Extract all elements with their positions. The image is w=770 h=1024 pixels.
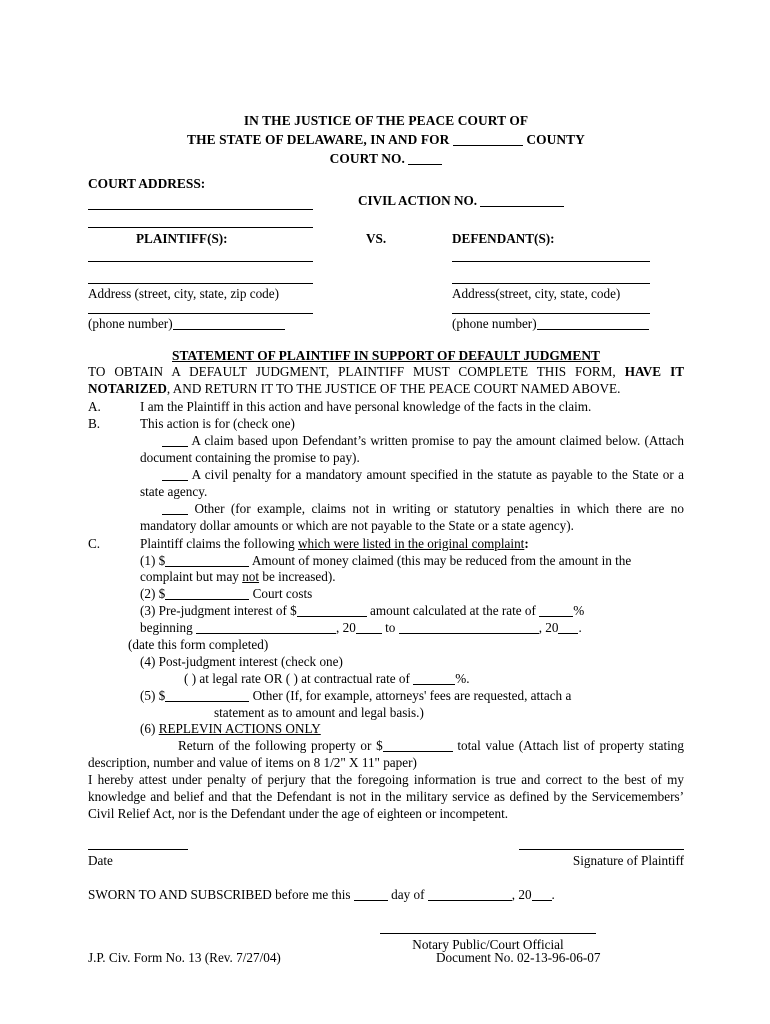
section-c-item-6-text-b: total value (Attach list of property stating description, number and value of items on 8 1/2" X 11" paper) — [88, 738, 684, 771]
section-c-item-3-to: to — [381, 620, 399, 636]
section-c-item-6-number: (6) — [140, 721, 159, 737]
section-c-lead-underlined: which were listed in the original complaint — [298, 535, 525, 551]
section-c-lead — [140, 536, 684, 553]
section-c-item-3-prefix: (3) Pre-judgment interest of $ — [140, 603, 297, 619]
court-address-label: COURT ADDRESS: — [88, 176, 206, 192]
court-title-line-1: IN THE JUSTICE OF THE PEACE COURT OF — [243, 113, 529, 128]
sworn-statement — [88, 887, 555, 904]
section-c-mark: C. — [88, 535, 101, 551]
section-b-text: This action is for (check one) — [140, 416, 295, 432]
section-c-item-3-begin-date-blank[interactable] — [196, 633, 336, 634]
section-b-option-1 — [140, 433, 684, 467]
section-c-item-5-continued: statement as to amount and legal basis.) — [214, 704, 424, 720]
section-a-mark: A. — [88, 398, 101, 414]
section-b-option-2 — [140, 467, 684, 501]
section-c-item-3-beginning-label: beginning — [140, 620, 197, 636]
signature-rule[interactable] — [519, 849, 684, 850]
section-c-item-4-percent: %. — [455, 670, 470, 686]
section-a — [88, 399, 684, 416]
section-c-item-2-number: (2) $ — [140, 586, 166, 602]
section-b-checkbox-3[interactable] — [162, 514, 188, 515]
sworn-text-a: SWORN TO AND SUBSCRIBED before me this — [88, 886, 354, 902]
section-c-item-1 — [140, 553, 684, 587]
sworn-month-blank[interactable] — [428, 900, 512, 901]
signature-label: Signature of Plaintiff — [572, 852, 684, 868]
section-c-item-3-dates — [140, 620, 684, 637]
date-rule[interactable] — [88, 849, 188, 850]
section-c-item-5-text: Other (If, for example, attorneys' fees are requested, attach a — [249, 687, 572, 703]
statement-title: STATEMENT OF PLAINTIFF IN SUPPORT OF DEFAULT JUDGMENT — [172, 347, 600, 363]
plaintiff-name-rule[interactable] — [88, 261, 313, 262]
plaintiff-phone-label: (phone number) — [88, 315, 173, 331]
section-c-item-3-amount-blank[interactable] — [297, 616, 367, 617]
notary-label: Notary Public/Court Official — [412, 936, 564, 952]
section-c-item-1-underlined-not: not — [242, 569, 260, 585]
civil-action-number-group — [358, 193, 564, 210]
sworn-text-d: . — [551, 886, 555, 902]
section-c-item-4-rate-options: ( ) at legal rate OR ( ) at contractual rate of — [184, 670, 414, 686]
intro-bold-notarized: HAVE IT NOTARIZED — [88, 363, 685, 396]
section-c-item-1-text-a: Amount of money claimed (this may be reduced from the amount in the complaint but may — [140, 552, 632, 585]
section-c-item-3-note: (date this form completed) — [128, 637, 269, 653]
section-c-lead-colon: : — [524, 535, 529, 551]
defendant-address-rule[interactable] — [452, 283, 650, 284]
defendant-phone-blank[interactable] — [537, 329, 649, 330]
parties-block — [88, 193, 684, 341]
section-c-item-5-number: (5) $ — [140, 687, 166, 703]
civil-action-number-label: CIVIL ACTION NO. — [358, 192, 478, 208]
section-b-option-3 — [140, 501, 684, 535]
section-c-item-3-percent: % — [573, 603, 585, 619]
signature-block — [88, 841, 684, 963]
plaintiff-label: PLAINTIFF(S): — [136, 230, 228, 246]
section-c-item-5 — [140, 688, 684, 705]
section-c-item-4: (4) Post-judgment interest (check one) — [140, 653, 343, 669]
plaintiff-address-rule[interactable] — [88, 283, 313, 284]
attestation-paragraph: I hereby attest under penalty of perjury that the foregoing information is true and correct to the best of my knowledge and belief and that the Defendant is not in the military service as defined by the Servicemembers’ Civil Relief Act, nor is the Defendant under the age of eighteen or incompetent. — [88, 772, 684, 821]
court-title-line-2-suffix: COUNTY — [526, 132, 585, 148]
defendant-name-rule[interactable] — [452, 261, 650, 262]
section-c-item-5-amount-blank[interactable] — [165, 701, 249, 702]
date-label: Date — [88, 852, 113, 868]
section-c — [88, 536, 684, 553]
section-c-item-6-body — [88, 738, 684, 772]
court-title-line-2 — [88, 131, 684, 148]
court-title-line-2-prefix: THE STATE OF DELAWARE, IN AND FOR — [187, 132, 450, 148]
section-b-checkbox-1[interactable] — [162, 446, 188, 447]
plaintiff-phone-blank[interactable] — [173, 329, 285, 330]
section-c-item-4-rates — [140, 671, 684, 688]
section-c-item-3-end-date-blank[interactable] — [399, 633, 539, 634]
defendant-address-label: Address(street, city, state, code) — [452, 285, 621, 301]
notary-rule[interactable] — [380, 933, 596, 934]
intro-part-2: , AND RETURN IT TO THE JUSTICE OF THE PEACE COURT NAMED ABOVE. — [166, 380, 621, 396]
section-c-item-2-text: Court costs — [249, 586, 313, 602]
section-c-item-3 — [140, 603, 684, 620]
court-number-blank[interactable] — [408, 164, 442, 165]
document-number: Document No. 02-13-96-06-07 — [436, 950, 601, 965]
section-c-lead-prefix: Plaintiff claims the following — [140, 535, 298, 551]
section-b-option-1-text: A claim based upon Defendant’s written promise to pay the amount claimed below. (Attach document containing the promise to pay). — [140, 433, 684, 466]
section-c-item-3-year-b: , 20 — [538, 620, 559, 636]
sworn-year-blank[interactable] — [532, 900, 552, 901]
civil-action-number-blank[interactable] — [480, 206, 564, 207]
court-address-rule-2[interactable] — [88, 227, 313, 228]
section-c-item-6-underlined-heading: REPLEVIN ACTIONS ONLY — [158, 721, 321, 737]
county-blank[interactable] — [453, 145, 523, 146]
section-b-checkbox-2[interactable] — [162, 480, 188, 481]
section-c-item-6 — [140, 721, 684, 738]
court-number-label: COURT NO. — [329, 151, 405, 167]
section-b — [88, 416, 684, 433]
defendant-label: DEFENDANT(S): — [452, 230, 555, 246]
vs-label: VS. — [366, 230, 387, 246]
plaintiff-address-label: Address (street, city, state, zip code) — [88, 285, 280, 301]
section-c-item-6-text-a: Return of the following property or $ — [178, 738, 383, 754]
section-c-item-3-rate-blank[interactable] — [539, 616, 573, 617]
section-c-item-2-amount-blank[interactable] — [165, 599, 249, 600]
sworn-day-blank[interactable] — [354, 900, 388, 901]
section-c-item-3-end-year-blank[interactable] — [558, 633, 578, 634]
sworn-text-b: day of — [387, 886, 428, 902]
section-c-item-3-year-a: , 20 — [336, 620, 356, 636]
section-c-item-4-contractual-rate-blank[interactable] — [413, 684, 455, 685]
section-c-item-1-amount-blank[interactable] — [165, 566, 249, 567]
defendant-phone-rule[interactable] — [452, 313, 650, 314]
intro-part-1: TO OBTAIN A DEFAULT JUDGMENT, PLAINTIFF MUST COMPLETE THIS FORM, — [88, 363, 625, 379]
section-c-item-2 — [140, 586, 684, 603]
defendant-phone-label: (phone number) — [452, 315, 537, 331]
section-c-item-1-number: (1) $ — [140, 552, 166, 568]
section-c-item-1-text-b: be increased). — [259, 569, 336, 585]
section-c-item-3-middle: amount calculated at the rate of — [366, 603, 540, 619]
section-b-mark: B. — [88, 416, 101, 432]
section-b-option-3-text: Other (for example, claims not in writing or statutory penalties in which there are no mandatory dollar amounts or which are not payable to the State or a state agency). — [140, 500, 684, 533]
sworn-text-c: , 20 — [511, 886, 532, 902]
section-a-text: I am the Plaintiff in this action and have personal knowledge of the facts in the claim. — [140, 398, 592, 414]
defendant-phone-group — [452, 316, 649, 333]
court-number-line — [88, 150, 684, 167]
intro-paragraph — [88, 364, 684, 398]
section-c-item-3-period: . — [578, 620, 582, 636]
form-number: J.P. Civ. Form No. 13 (Rev. 7/27/04) — [88, 950, 281, 965]
document-page — [88, 0, 684, 1024]
section-c-item-6-value-blank[interactable] — [383, 751, 453, 752]
section-c-item-3-begin-year-blank[interactable] — [356, 633, 382, 634]
plaintiff-phone-group — [88, 316, 285, 333]
court-address-rule-1[interactable] — [88, 209, 313, 210]
section-b-option-2-text: A civil penalty for a mandatory amount specified in the statute as payable to the State or a state agency. — [140, 467, 684, 500]
plaintiff-phone-rule[interactable] — [88, 313, 313, 314]
